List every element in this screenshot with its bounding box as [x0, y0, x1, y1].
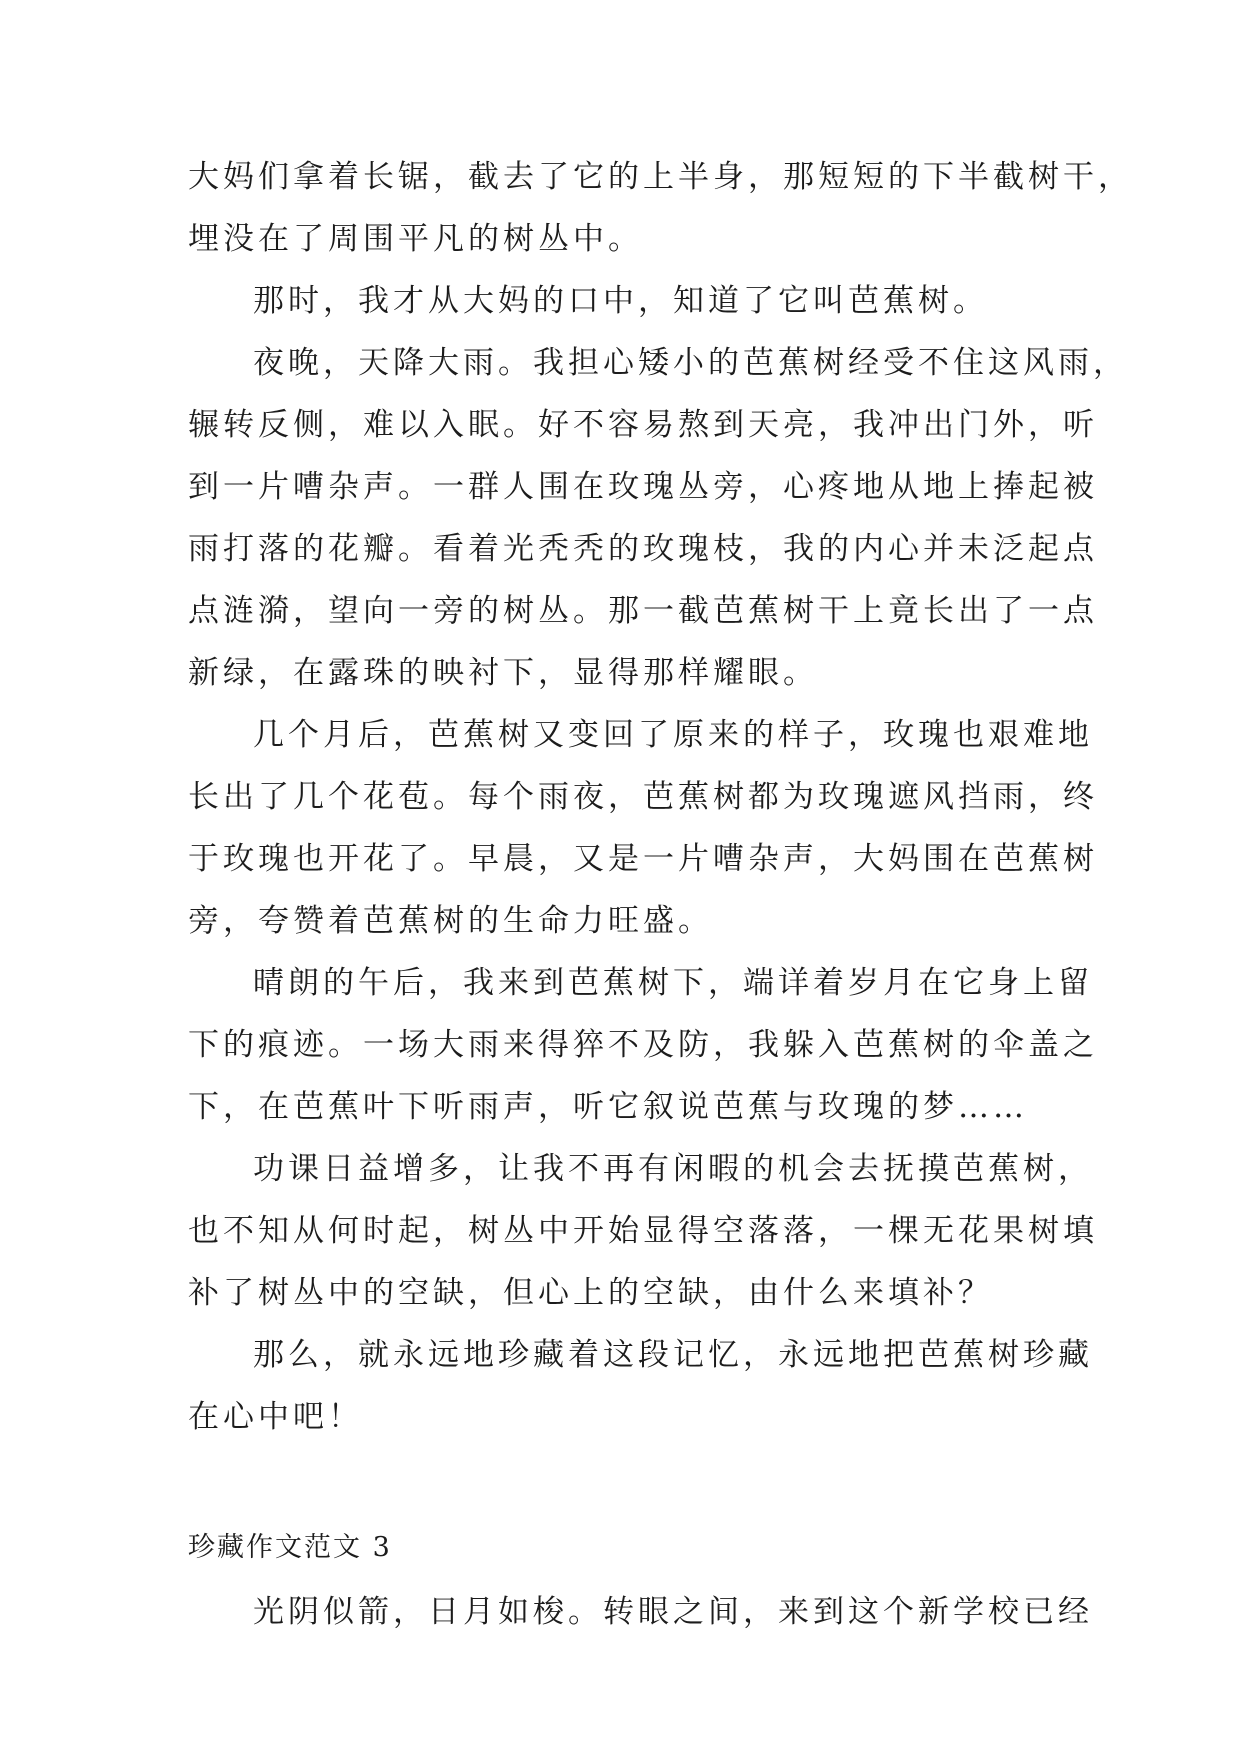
text-line: 那时，我才从大妈的口中，知道了它叫芭蕉树。: [253, 283, 988, 319]
text-line: 夜晚，天降大雨。我担心矮小的芭蕉树经受不住这风雨，: [253, 345, 1128, 381]
text-line: 功课日益增多，让我不再有闲暇的机会去抚摸芭蕉树，: [253, 1151, 1093, 1187]
text-line: 辗转反侧，难以入眠。好不容易熬到天亮，我冲出门外，听: [188, 407, 1098, 443]
text-line: 那么，就永远地珍藏着这段记忆，永远地把芭蕉树珍藏: [253, 1337, 1093, 1373]
text-line: 也不知从何时起，树丛中开始显得空落落，一棵无花果树填: [188, 1213, 1098, 1249]
text-line: 旁，夸赞着芭蕉树的生命力旺盛。: [188, 903, 713, 939]
text-line: 新绿，在露珠的映衬下，显得那样耀眼。: [188, 655, 818, 691]
text-line: 埋没在了周围平凡的树丛中。: [188, 221, 643, 257]
section-heading: 珍藏作文范文 3: [188, 1532, 392, 1563]
text-line: 几个月后，芭蕉树又变回了原来的样子，玫瑰也艰难地: [253, 717, 1093, 753]
text-line: 在心中吧！: [188, 1399, 363, 1435]
text-line: 雨打落的花瓣。看着光秃秃的玫瑰枝，我的内心并未泛起点: [188, 531, 1098, 567]
text-line: 到一片嘈杂声。一群人围在玫瑰丛旁，心疼地从地上捧起被: [188, 469, 1098, 505]
text-line: 补了树丛中的空缺，但心上的空缺，由什么来填补？: [188, 1275, 993, 1311]
text-line: 下的痕迹。一场大雨来得猝不及防，我躲入芭蕉树的伞盖之: [188, 1027, 1098, 1063]
text-line: 晴朗的午后，我来到芭蕉树下，端详着岁月在它身上留: [253, 965, 1093, 1001]
text-line: 大妈们拿着长锯，截去了它的上半身，那短短的下半截树干，: [188, 159, 1133, 195]
text-line: 长出了几个花苞。每个雨夜，芭蕉树都为玫瑰遮风挡雨，终: [188, 779, 1098, 815]
text-line: 于玫瑰也开花了。早晨，又是一片嘈杂声，大妈围在芭蕉树: [188, 841, 1098, 877]
text-line: 光阴似箭，日月如梭。转眼之间，来到这个新学校已经: [253, 1594, 1093, 1630]
text-line: 下，在芭蕉叶下听雨声，听它叙说芭蕉与玫瑰的梦……: [188, 1089, 1028, 1125]
text-line: 点涟漪，望向一旁的树丛。那一截芭蕉树干上竟长出了一点: [188, 593, 1098, 629]
